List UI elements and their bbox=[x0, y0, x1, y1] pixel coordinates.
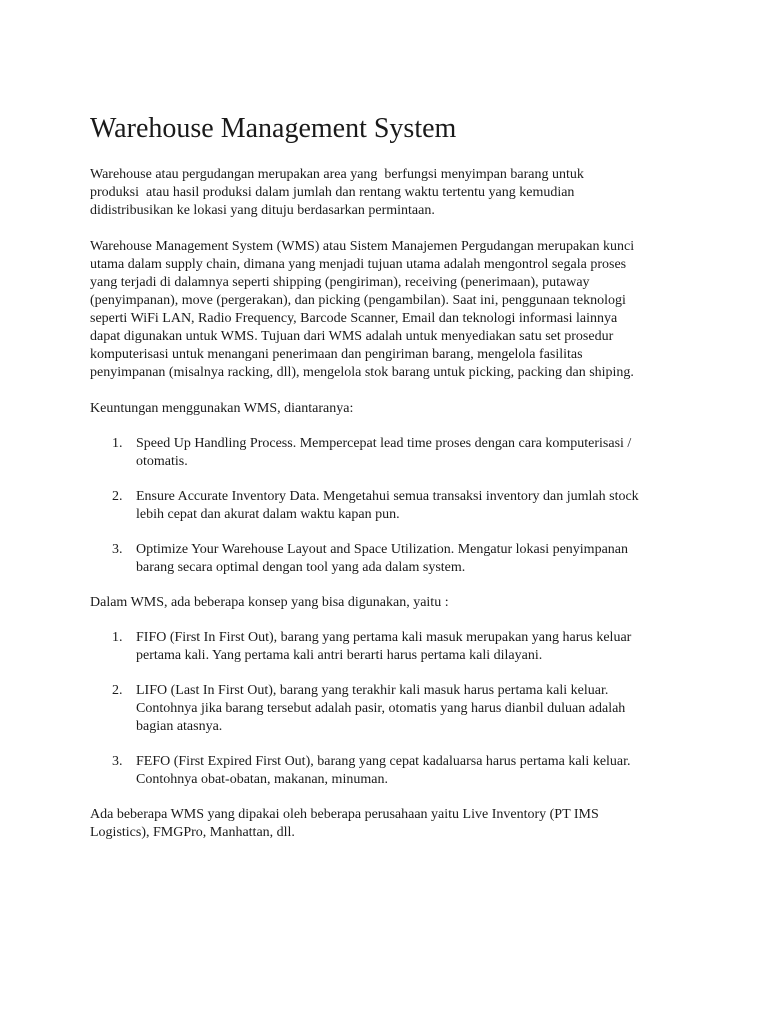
document-page bbox=[90, 112, 690, 860]
list-number: 1. bbox=[112, 630, 123, 645]
list-number: 2. bbox=[112, 683, 123, 698]
concepts-intro: Dalam WMS, ada beberapa konsep yang bisa digunakan, yaitu : bbox=[90, 595, 449, 610]
wms-definition-paragraph: Warehouse Management System (WMS) atau Sistem Manajemen Pergudangan merupakan kunci utama dalam supply chain, dimana yang menjadi tujuan utama adalah mengontrol segala proses yang terjadi di dalamnya seperti shipping (pengiriman), receiving (penerimaan), putaway (penyimpanan), move (pergerakan), dan picking (pengambilan). Saat ini, penggunaan teknologi seperti WiFi LAN, Radio Frequency, Barcode Scanner, Email dan teknologi informasi lainnya dapat digunakan untuk WMS. Tujuan dari WMS adalah untuk menyediakan satu set prosedur komputerisasi untuk menangani penerimaan dan pengiriman barang, mengelola fasilitas penyimpanan (misalnya racking, dll), mengelola stok barang untuk picking, packing dan shiping. bbox=[90, 239, 635, 380]
list-item bbox=[90, 753, 690, 789]
closing-paragraph: Ada beberapa WMS yang dipakai oleh beberapa perusahaan yaitu Live Inventory (PT IMS Logistics), FMGPro, Manhattan, dll. bbox=[90, 807, 599, 840]
intro-paragraph: Warehouse atau pergudangan merupakan area yang berfungsi menyimpan barang untuk produksi atau hasil produksi dalam jumlah dan rentang waktu tertentu yang kemudian didistribusikan ke lokasi yang dituju berdasarkan permintaan. bbox=[90, 167, 584, 218]
list-item bbox=[90, 682, 690, 736]
concepts-list bbox=[90, 629, 690, 789]
list-item-text: Speed Up Handling Process. Mempercepat lead time proses dengan cara komputerisasi / otomatis. bbox=[136, 436, 632, 469]
list-item-text: Ensure Accurate Inventory Data. Mengetahui semua transaksi inventory dan jumlah stock lebih cepat dan akurat dalam waktu kapan pun. bbox=[136, 489, 639, 522]
list-item bbox=[90, 629, 690, 665]
list-item-text: FIFO (First In First Out), barang yang pertama kali masuk merupakan yang harus keluar pertama kali. Yang pertama kali antri berarti harus pertama kali dilayani. bbox=[136, 630, 632, 663]
list-number: 3. bbox=[112, 542, 123, 557]
list-item-text: FEFO (First Expired First Out), barang yang cepat kadaluarsa harus pertama kali keluar. Contohnya obat-obatan, makanan, minuman. bbox=[136, 754, 631, 787]
list-item bbox=[90, 541, 690, 577]
list-number: 2. bbox=[112, 489, 123, 504]
list-item-text: LIFO (Last In First Out), barang yang terakhir kali masuk harus pertama kali keluar. Contohnya jika barang tersebut adalah pasir, otomatis yang harus dianbil duluan adalah bagian atasnya. bbox=[136, 683, 626, 734]
benefits-intro: Keuntungan menggunakan WMS, diantaranya: bbox=[90, 401, 354, 416]
list-number: 3. bbox=[112, 754, 123, 769]
list-item-text: Optimize Your Warehouse Layout and Space Utilization. Mengatur lokasi penyimpanan barang secara optimal dengan tool yang ada dalam system. bbox=[136, 542, 629, 575]
list-item bbox=[90, 435, 690, 471]
document-title: Warehouse Management System bbox=[90, 113, 457, 144]
benefits-list bbox=[90, 435, 690, 577]
list-item bbox=[90, 488, 690, 524]
list-number: 1. bbox=[112, 436, 123, 451]
